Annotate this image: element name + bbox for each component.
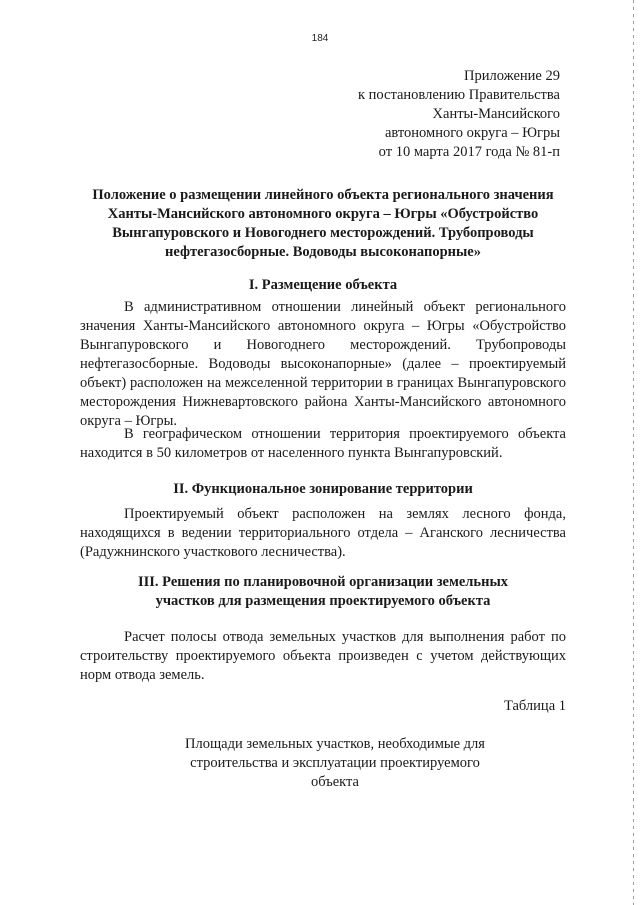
appendix-header: [300, 67, 560, 162]
section-1-paragraph: В административном отношении линейный объект регионального значения Ханты-Мансийского автономного округа – Югры «Обустройство Вынгапуровского и Новогоднего месторождений. Трубопроводы нефтегазосборные. Водоводы высоконапорные» (далее – проектируемый объект) расположен на межселенной территории в границах Вынгапуровского месторождения Нижневартовского района Ханты-Мансийского автономного округа – Югры.: [80, 299, 566, 429]
appendix-line: к постановлению Правительства: [358, 87, 560, 103]
section-3-heading: III. Решения по планировочной организации земельных участков для размещения проектируемого объекта: [137, 574, 509, 609]
page-number: 184: [311, 33, 329, 44]
section-2-paragraph: Проектируемый объект расположен на землях лесного фонда, находящихся в ведении территориального отдела – Аганского лесничества (Радужнинского участкового лесничества).: [80, 506, 566, 560]
table-caption: Таблица 1: [503, 698, 566, 714]
section-1-paragraph: В географическом отношении территория проектируемого объекта находится в 50 километров от населенного пункта Вынгапуровский.: [80, 426, 566, 461]
appendix-line: автономного округа – Югры: [384, 125, 560, 141]
section-3-paragraph: Расчет полосы отвода земельных участков для выполнения работ по строительству проектируемого объекта произведен с учетом действующих норм отвода земель.: [80, 629, 566, 683]
appendix-line: от 10 марта 2017 года № 81-п: [378, 144, 560, 160]
document-title: Положение о размещении линейного объекта регионального значения Ханты-Мансийского автономного округа – Югры «Обустройство Вынгапуровского и Новогоднего месторождений. Трубопроводы нефтегазосборные. Водоводы высоконапорные»: [92, 187, 554, 260]
appendix-line: Ханты-Мансийского: [432, 106, 560, 122]
scan-edge: [633, 0, 634, 905]
section-2-heading: II. Функциональное зонирование территории: [173, 481, 473, 497]
table-title: Площади земельных участков, необходимые для строительства и эксплуатации проектируемого объекта: [185, 736, 485, 790]
section-1-heading: I. Размещение объекта: [248, 277, 398, 293]
appendix-line: Приложение 29: [464, 68, 560, 84]
